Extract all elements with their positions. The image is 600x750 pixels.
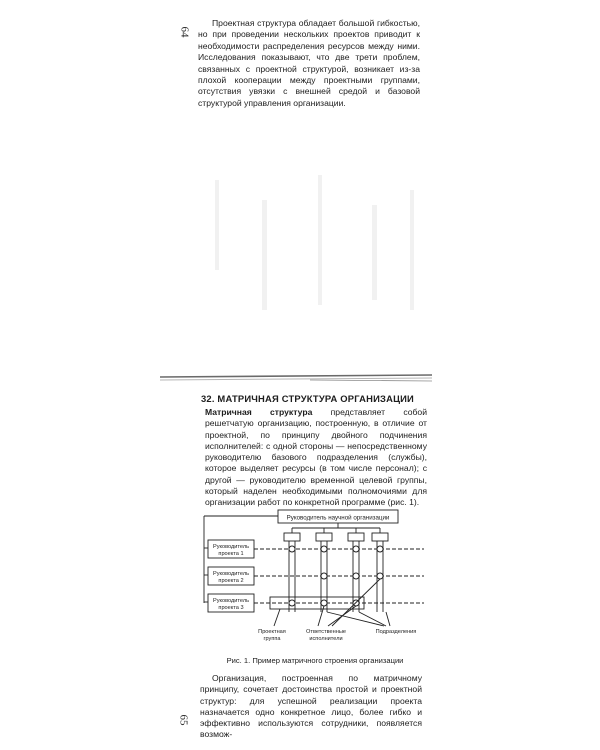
department-box	[348, 533, 364, 541]
executor-node	[289, 546, 295, 552]
label-departments: Подразделения	[375, 629, 417, 635]
body-text: представляет собой решетчатую организацию, построенную, в отличие от проектной, по принципу двойного подчинения исполнителей: с одной стороны — непосредственному руководителю базового подразделения (службы), которое выделяет ресурсы (в том числе персонал); с другой — руководителю временной целевой группы, который наделен необходимыми полномочиями для организации работ по конкретной программе (рис. 1).	[205, 407, 427, 508]
department-box	[372, 533, 388, 541]
project-1-line1: Руководитель	[212, 544, 250, 550]
figure-caption: Рис. 1. Пример матричного строения организации	[226, 656, 404, 665]
show-through-mark	[215, 180, 219, 270]
executor-node	[377, 573, 383, 579]
top-box-label: Руководитель научной организации	[286, 514, 390, 522]
label-project-group-1: Проектная	[258, 629, 286, 635]
section-title: 32. МАТРИЧНАЯ СТРУКТУРА ОРГАНИЗАЦИИ	[201, 393, 414, 404]
section-body	[205, 407, 427, 509]
show-through-mark	[318, 175, 322, 305]
executor-node	[321, 546, 327, 552]
executor-node	[321, 600, 327, 606]
executor-node	[353, 546, 359, 552]
end-paragraph: Организация, построенная по матричному принципу, сочетает достоинства простой и проектной структур: для успешной реализации проекта назначается одно конкретное лицо, более гибко и эффективно используются сотрудники, появляется возмож-	[200, 673, 422, 740]
show-through-mark	[410, 190, 414, 310]
label-responsible-1: Ответственные	[306, 629, 346, 635]
label-responsible-2: исполнители	[309, 636, 343, 642]
matrix-diagram	[200, 508, 430, 648]
page-number-top: 64	[178, 26, 191, 38]
page-fold	[160, 372, 432, 384]
label-project-group-2: группа	[263, 636, 281, 642]
lead-term: Матричная структура	[205, 407, 313, 417]
project-2-line2: проекта 2	[218, 578, 244, 584]
executor-node	[377, 546, 383, 552]
project-1-line2: проекта 1	[218, 551, 244, 557]
project-2-line1: Руководитель	[212, 571, 250, 577]
page-number-bottom: 65	[177, 714, 190, 726]
show-through-mark	[262, 200, 267, 310]
department-box	[284, 533, 300, 541]
department-box	[316, 533, 332, 541]
executor-node	[353, 573, 359, 579]
executor-node	[289, 600, 295, 606]
top-paragraph: Проектная структура обладает большой гибкостью, но при проведении нескольких проектов приводит к необходимости распределения ресурсов между ними. Исследования показывают, что две трети проблем, связанных с проектной структурой, возникает из-за плохой кооперации между проектными группами, отсутствия увязки с внешней средой и базовой структурой управления организации.	[198, 18, 420, 108]
executor-node	[321, 573, 327, 579]
show-through-mark	[372, 205, 377, 300]
project-3-line1: Руководитель	[212, 598, 250, 604]
project-3-line2: проекта 3	[218, 605, 244, 611]
